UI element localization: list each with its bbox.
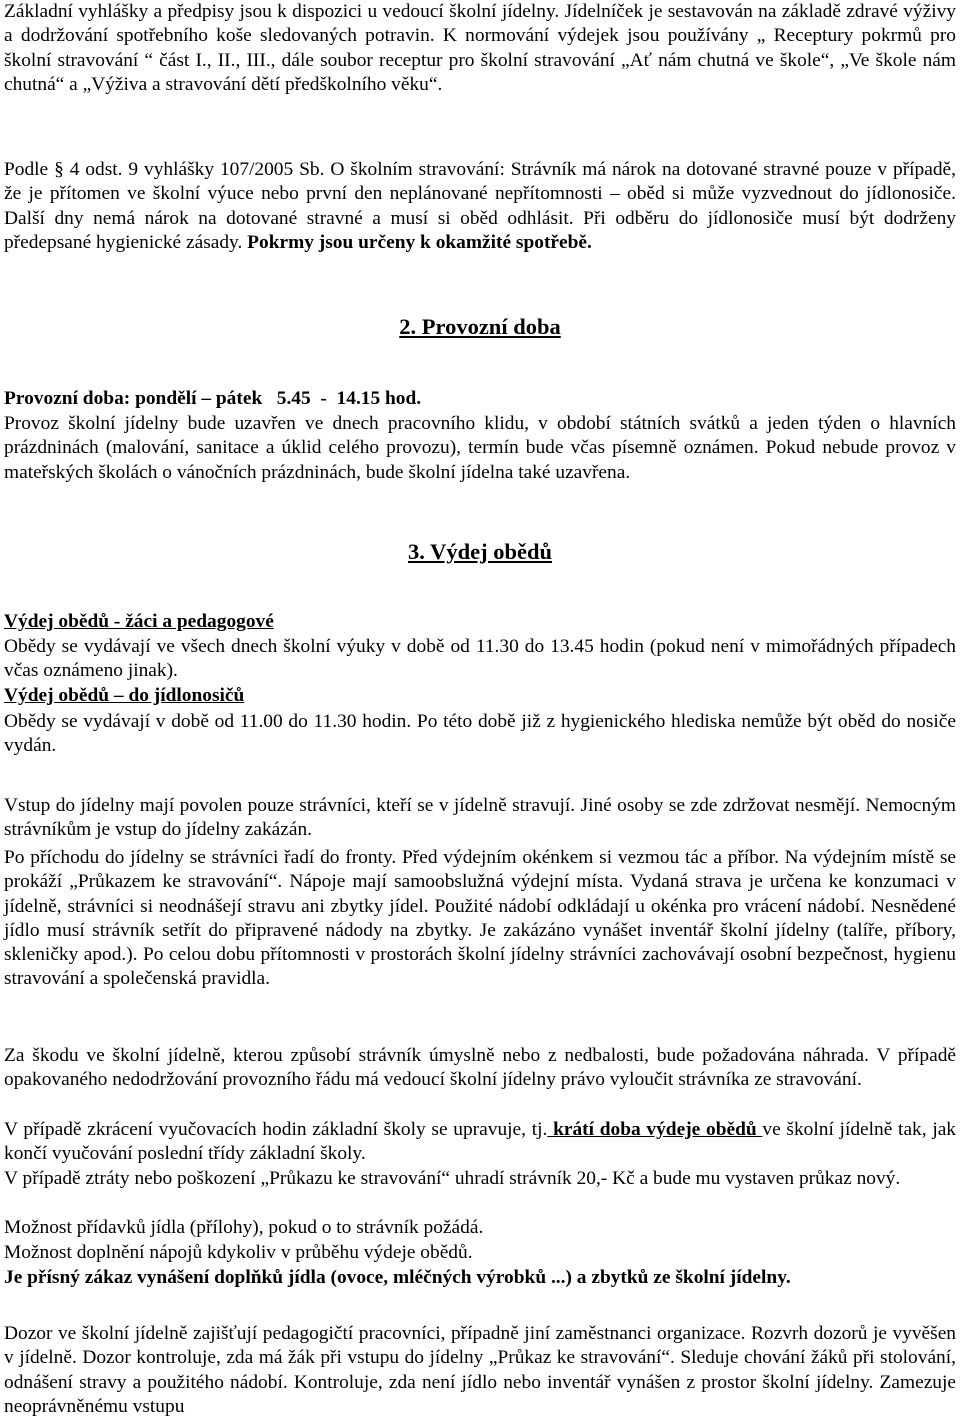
extra-food-line: Možnost přídavků jídla (přílohy), pokud o to strávník požádá. <box>4 1217 484 1238</box>
subheading-food-carriers: Výdej obědů – do jídlonosičů <box>4 685 245 706</box>
arrival-paragraph: Po příchodu do jídelny se strávníci řadí do fronty. Před výdejním okénkem si vezmou tác a příbor. Na výdejním místě se prokáží „Průkazem ke stravování“. Nápoje mají samoobslužná výdejní místa. Vydaná strava je určena ke konzumaci v jídelně, strávníci si neodnášejí stravu ani zbytky jídel. Použité nádobí odkládají u okénka pro vrácení nádobí. Nesnědené jídlo musí strávník setřít do připravené nádody na zbytky. Je zakázáno vynášet inventář školní jídelny (talíře, příbory, skleničky apod.). Po celou dobu přítomnosti v prostorách školní jídelny strávníci zachovávají osobní bezpečnost, hygienu stravování a společenská pravidla. <box>4 847 956 990</box>
prohibition-paragraph: Je přísný zákaz vynášení doplňků jídla (ovoce, mléčných výrobků ...) a zbytků ze školní jídelny. <box>4 1267 791 1288</box>
intro-paragraph: Základní vyhlášky a předpisy jsou k dispozici u vedoucí školní jídelny. Jídelníček je sestavován na základě zdravé výživy a dodržování spotřebního koše sledovaných potravin. K normování výdejek jsou používány „ Receptury pokrmů pro školní stravování “ část I., II., III., dále soubor receptur pro školní stravování „Ať nám chutná ve škole“, „Ve škole nám chutná“ a „Výživa a stravování dětí předškolního věku“. <box>4 1 956 95</box>
shortened-hours-paragraph <box>4 1118 956 1167</box>
food-carriers-paragraph: Obědy se vydávají v době od 11.00 do 11.30 hodin. Po této době již z hygienického hlediska nemůže být oběd do nosiče vydán. <box>4 711 956 757</box>
rules-paragraph <box>4 158 956 255</box>
shortened-hours-text-end: ve školní jídelně tak, jak končí vyučování poslední třídy základní školy. <box>4 1119 957 1165</box>
rules-paragraph-emphasis: Pokrmy jsou určeny k okamžité spotřebě. <box>247 231 592 253</box>
entry-paragraph: Vstup do jídelny mají povolen pouze strávníci, kteří se v jídelně stravují. Jiné osoby se zde zdržovat nesmějí. Nemocným strávníkům je vstup do jídelny zakázán. <box>4 795 956 841</box>
rules-paragraph-text: Podle § 4 odst. 9 vyhlášky 107/2005 Sb. O školním stravování: Strávník má nárok na dotované stravné pouze v případě, že je přítomen ve školní výuce nebo první den neplánované nepřítomnosti – oběd si může vyzvednout do jídlonosiče. Další dny nemá nárok na dotované stravné a musí si oběd odhlásit. Při odběru do jídlonosiče musí být dodrženy předepsané hygienické zásady. <box>4 159 956 253</box>
damage-paragraph: Za škodu ve školní jídelně, kterou způsobí strávník úmyslně nebo z nedbalosti, bude požadována náhrada. V případě opakovaného nedodržování provozního řádu má vedoucí školní jídelny právo vyloučit strávníka ze stravování. <box>4 1045 956 1091</box>
drinks-refill-line: Možnost doplnění nápojů kdykoliv v průběhu výdeje obědů. <box>4 1242 473 1263</box>
operation-paragraph: Provoz školní jídelny bude uzavřen ve dnech pracovního klidu, v období státních svátků a jeden týden o hlavních prázdninách (malování, sanitace a úklid celého provozu), termín bude včas písemně oznámen. Pokud nebude provoz v mateřských školách o vánočních prázdninách, bude školní jídelna také uzavřena. <box>4 413 956 483</box>
lost-card-paragraph: V případě ztráty nebo poškození „Průkazu ke stravování“ uhradí strávník 20,- Kč a bude mu vystaven průkaz nový. <box>4 1168 901 1189</box>
section-heading-vydej-obedu: 3. Výdej obědů <box>408 539 552 564</box>
operating-hours-line: Provozní doba: pondělí – pátek 5.45 - 14.15 hod. <box>4 388 422 409</box>
section-heading-provozni-doba: 2. Provozní doba <box>399 314 561 339</box>
supervision-paragraph: Dozor ve školní jídelně zajišťují pedagogičtí pracovníci, případně jiní zaměstnanci organizace. Rozvrh dozorů je vyvěšen v jídelně. Dozor kontroluje, zda má žák při vstupu do jídelny „Průkaz ke stravování“. Sleduje chování žáků při stolování, odnášení stravy a použitého nádobí. Kontroluje, zda není jídlo nebo inventář vynášen z prostor školní jídelny. Zamezuje neoprávněnému vstupu <box>4 1323 956 1417</box>
students-serving-paragraph: Obědy se vydávají ve všech dnech školní výuky v době od 11.30 do 13.45 hodin (pokud není v mimořádných případech včas oznámeno jinak). <box>4 636 956 682</box>
subheading-students-teachers: Výdej obědů - žáci a pedagogové <box>4 611 274 632</box>
shortened-hours-text: V případě zkrácení vyučovacích hodin základní školy se upravuje, tj. <box>4 1119 548 1140</box>
shortened-hours-emphasis: krátí doba výdeje obědů <box>547 1119 763 1140</box>
